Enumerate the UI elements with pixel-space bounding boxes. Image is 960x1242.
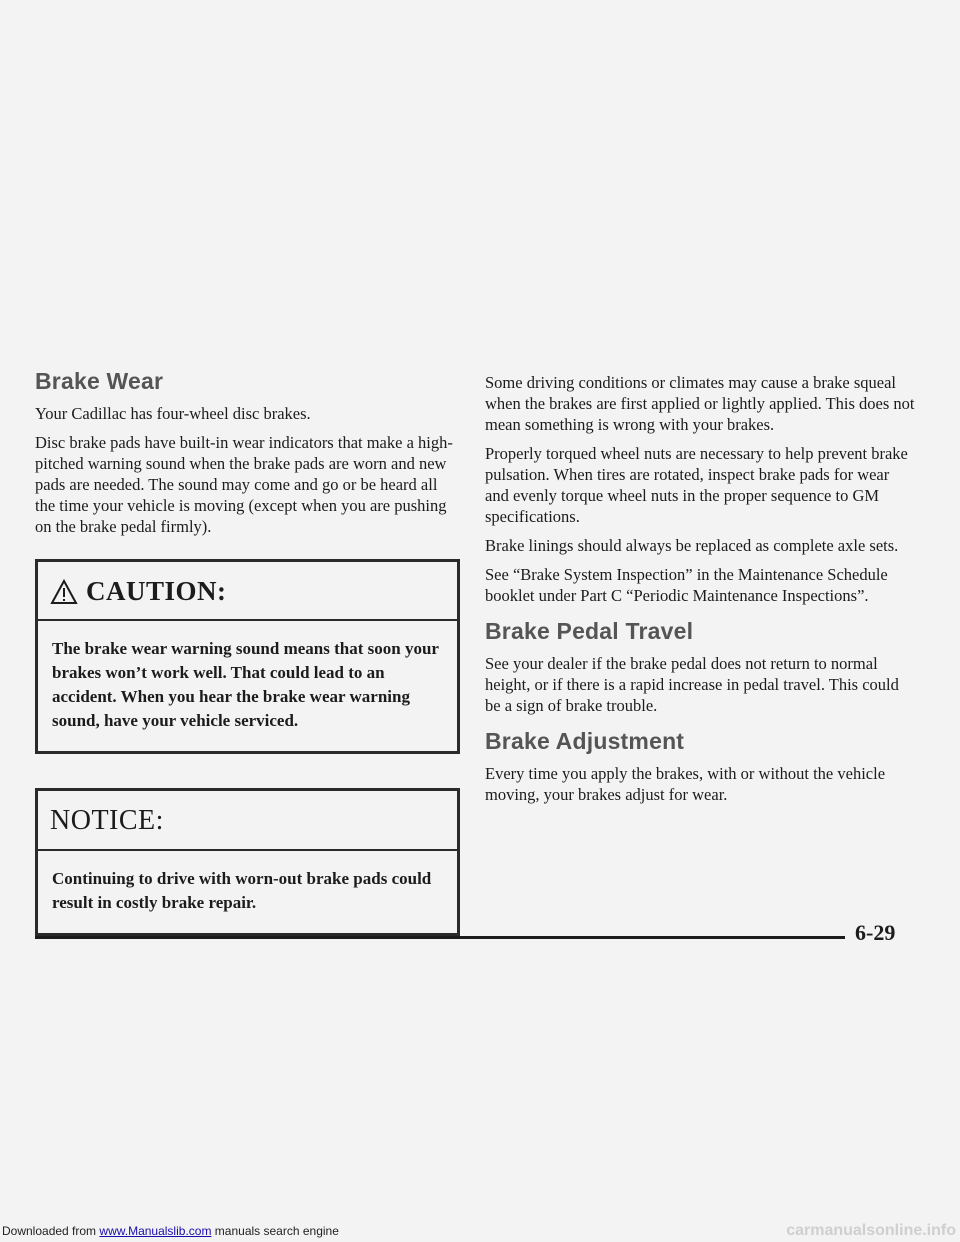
caution-text: The brake wear warning sound means that soon your brakes won’t work well. That could lead to an accident. When you hear the brake wear warning sound, have your vehicle serviced. bbox=[52, 639, 439, 730]
notice-header bbox=[38, 791, 457, 851]
notice-box bbox=[35, 788, 460, 936]
page-number: 6-29 bbox=[855, 920, 896, 945]
paragraph-inspection-reference: See “Brake System Inspection” in the Maintenance Schedule booklet under Part C “Periodic Maintenance Inspections”. bbox=[485, 565, 888, 605]
notice-title: NOTICE: bbox=[50, 805, 164, 836]
caution-title: CAUTION: bbox=[86, 576, 227, 606]
paragraph-wear-indicators: Disc brake pads have built-in wear indicators that make a high-pitched warning sound when the brake pads are worn and new pads are needed. The sound may come and go or be heard all the time your vehicle is moving (except when you are pushing on the brake pedal firmly). bbox=[35, 433, 453, 536]
heading-brake-adjustment: Brake Adjustment bbox=[485, 728, 685, 754]
left-column bbox=[35, 368, 460, 936]
footer-prefix: Downloaded from bbox=[2, 1224, 97, 1238]
caution-box bbox=[35, 559, 460, 754]
watermark-text: carmanualsonline.info bbox=[786, 1222, 956, 1239]
paragraph-disc-brakes: Your Cadillac has four-wheel disc brakes. bbox=[35, 404, 311, 423]
download-footer bbox=[0, 1220, 960, 1242]
paragraph-pedal-travel: See your dealer if the brake pedal does not return to normal height, or if there is a rapid increase in pedal travel. This could be a sign of brake trouble. bbox=[485, 654, 899, 715]
warning-triangle-icon bbox=[50, 579, 78, 605]
paragraph-brake-adjustment: Every time you apply the brakes, with or without the vehicle moving, your brakes adjust for wear. bbox=[485, 764, 886, 804]
right-column bbox=[485, 372, 915, 813]
manualslib-link[interactable]: www.Manualslib.com bbox=[99, 1224, 212, 1238]
paragraph-brake-squeal: Some driving conditions or climates may cause a brake squeal when the brakes are first applied or lightly applied. This does not mean something is wrong with your brakes. bbox=[485, 373, 915, 434]
heading-brake-pedal-travel: Brake Pedal Travel bbox=[485, 618, 694, 644]
footer-suffix: manuals search engine bbox=[214, 1224, 339, 1238]
footer-rule bbox=[35, 936, 845, 939]
paragraph-wheel-nuts: Properly torqued wheel nuts are necessary to help prevent brake pulsation. When tires are rotated, inspect brake pads for wear and evenly torque wheel nuts in the proper sequence to GM specifications. bbox=[485, 444, 908, 526]
caution-header bbox=[38, 562, 457, 621]
notice-text: Continuing to drive with worn-out brake pads could result in costly brake repair. bbox=[52, 869, 432, 912]
paragraph-brake-linings: Brake linings should always be replaced as complete axle sets. bbox=[485, 536, 899, 555]
heading-brake-wear: Brake Wear bbox=[35, 368, 164, 394]
download-credit bbox=[0, 1224, 339, 1238]
